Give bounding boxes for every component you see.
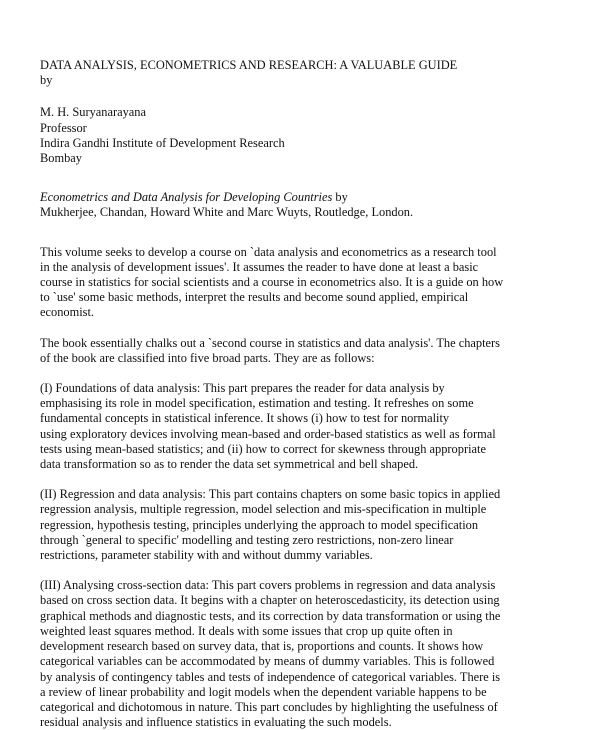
paragraph-line: The book essentially chalks out a `second course in statistics and data analysis'. The chapters [40,335,500,350]
paragraph-part-1 [40,381,544,472]
paragraph-line: categorical and dichotomous in nature. This part concludes by highlighting the usefulness of [40,699,498,714]
author-institute: Indira Gandhi Institute of Development Research [40,135,285,150]
author-block [40,105,544,166]
paragraph-part-3 [40,578,544,730]
paragraph-overview [40,336,544,366]
paragraph-line: regression analysis, multiple regression, model selection and mis-specification in multiple [40,502,487,517]
book-by: by [332,190,348,205]
author-position: Professor [40,120,87,135]
author-name: M. H. Suryanarayana [40,105,146,120]
paragraph-line: a review of linear probability and logit models when the dependent variable happens to be [40,684,487,699]
paragraph-line: development research based on survey data, that is, proportions and counts. It shows how [40,639,484,654]
book-authors: Mukherjee, Chandan, Howard White and Marc Wuyts, Routledge, London. [40,205,414,220]
paragraph-line: fundamental concepts in statistical inference. It shows (i) how to test for normality [40,411,450,426]
title-block [40,58,544,88]
paragraph-line: by analysis of contingency tables and tests of independence of categorical variables. There is [40,669,501,684]
paragraph-line: graphical methods and diagnostic tests, and its correction by data transformation or using the [40,608,501,623]
paragraph-line: (II) Regression and data analysis: This part contains chapters on some basic topics in applied [40,487,501,502]
paragraph-line: based on cross section data. It begins with a chapter on heteroscedasticity, its detection using [40,593,500,608]
paragraph-line: using exploratory devices involving mean-based and order-based statistics as well as formal [40,426,496,441]
book-reference [40,190,544,220]
paragraph-line: to `use' some basic methods, interpret the results and become sound applied, empirical [40,290,469,305]
by-line: by [40,73,53,88]
paragraph-line: course in statistics for social scientists and a course in econometrics also. It is a guide on how [40,275,504,290]
paragraph-line: in the analysis of development issues'. It assumes the reader to have done at least a basic [40,259,479,274]
book-title-line [40,190,544,205]
paragraph-line: economist. [40,305,95,320]
paragraph-line: tests using mean-based statistics; and (ii) how to correct for skewness through appropriate [40,441,486,456]
paragraph-part-2 [40,487,544,563]
paragraph-line: categorical variables can be accommodated by means of dummy variables. This is followed [40,654,495,669]
paragraph-line: through `general to specific' modelling and testing zero restrictions, non-zero linear [40,532,454,547]
paragraph-line: data transformation so as to render the data set symmetrical and bell shaped. [40,457,419,472]
author-city: Bombay [40,151,82,166]
paragraph-line: regression, hypothesis testing, principles underlying the approach to model specification [40,517,479,532]
paragraph-line: (I) Foundations of data analysis: This part prepares the reader for data analysis by [40,381,445,396]
paragraph-line: weighted least squares method. It deals with some issues that crop up quite often in [40,623,453,638]
paragraph-intro [40,245,544,321]
paragraph-line: This volume seeks to develop a course on `data analysis and econometrics as a research tool [40,244,497,259]
book-title: Econometrics and Data Analysis for Developing Countries [40,190,333,205]
paragraph-line: restrictions, parameter stability with and without dummy variables. [40,548,373,563]
document-title: DATA ANALYSIS, ECONOMETRICS AND RESEARCH: A VALUABLE GUIDE [40,58,458,72]
paragraph-line: emphasising its role in model specification, estimation and testing. It refreshes on some [40,396,474,411]
paragraph-line: of the book are classified into five broad parts. They are as follows: [40,350,375,365]
paragraph-line: (III) Analysing cross-section data: This part covers problems in regression and data analysis [40,578,496,593]
paragraph-line: residual analysis and influence statistics in evaluating the such models. [40,715,392,730]
